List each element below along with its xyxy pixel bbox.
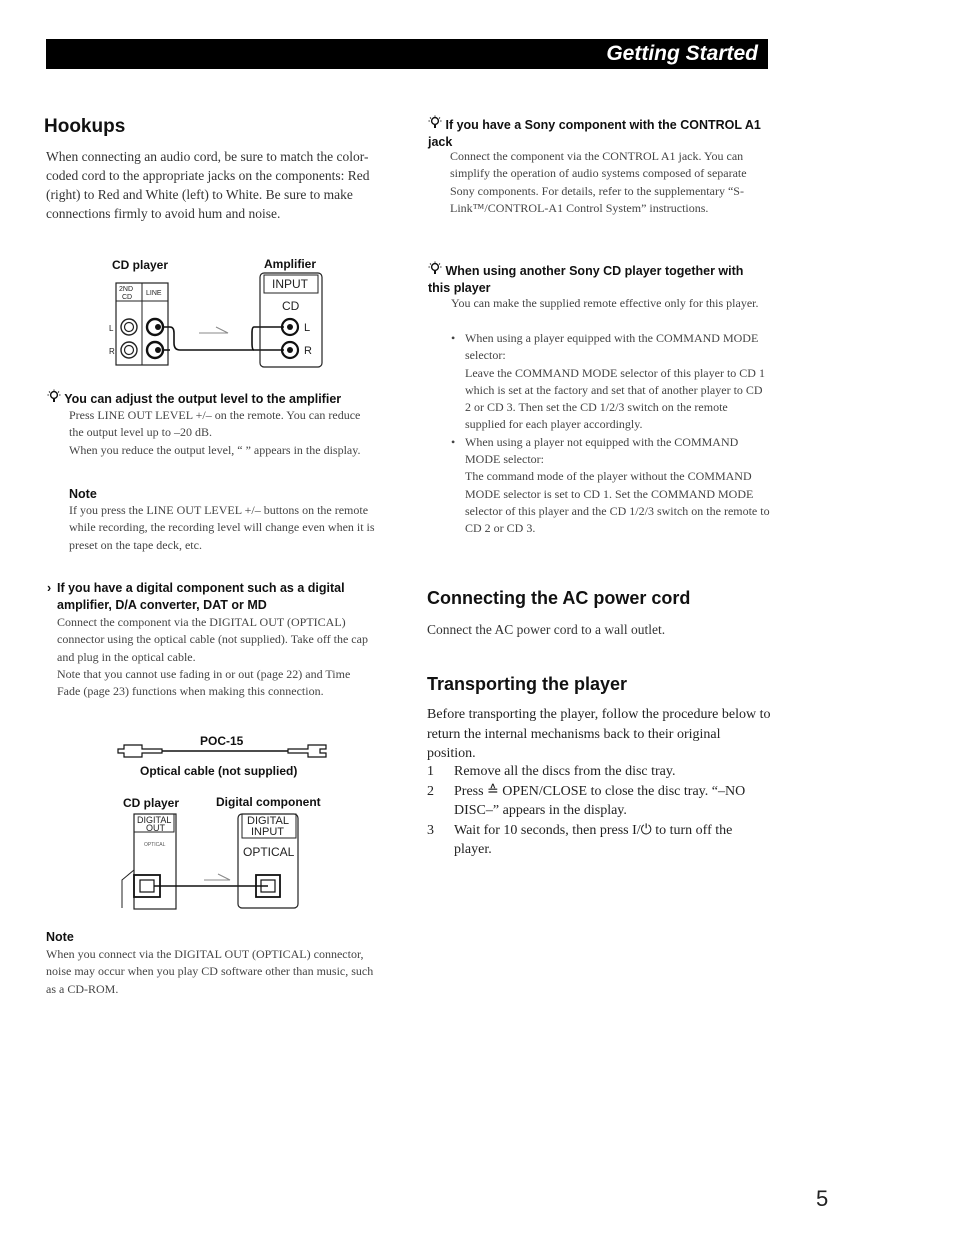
optical-connection-diagram (108, 730, 338, 912)
tip-control-a1-text: Connect the component via the CONTROL A1 jack. You can simplify the operation of audio systems composed of separate Sony components. For details, refer to the supplementary “S-Link™/CONTROL-A1 Control System” instructions. (450, 149, 747, 215)
note1-heading: Note (69, 487, 97, 501)
tip-output-level-text2: When you reduce the output level, “ ” appears in the display. (69, 443, 361, 457)
command-mode-list (449, 330, 771, 538)
diagram-r-label: R (304, 345, 312, 357)
transport-steps (427, 762, 772, 860)
diagram2-cd-player-label: CD player (123, 796, 180, 810)
note2-text: When you connect via the DIGITAL OUT (OPTICAL) connector, noise may occur when you play CD software other than music, such as a CD-ROM. (46, 947, 374, 996)
diagram-amplifier-label: Amplifier (264, 257, 317, 271)
svg-text:CD: CD (122, 294, 133, 301)
diagram2-digital-component-label: Digital component (216, 795, 321, 809)
svg-text:INPUT: INPUT (251, 826, 284, 838)
ac-power-text: Connect the AC power cord to a wall outlet. (427, 622, 666, 637)
transport-heading: Transporting the player (427, 674, 628, 694)
diagram-optical-small: OPTICAL (144, 842, 166, 848)
digital-component-heading: › If you have a digital component such as a digital amplifier, D/A converter, DAT or MD (47, 581, 345, 612)
list-item: 3 Wait for 10 seconds, then press I/⏻ to turn off the player. (427, 822, 733, 857)
diagram-cable-model: POC-15 (200, 734, 244, 748)
svg-text:2ND: 2ND (119, 286, 134, 293)
diagram-line-label: LINE (146, 290, 162, 297)
hookups-intro: When connecting an audio cord, be sure to match the color-coded cord to the appropriate jacks on the components: Red (right) to Red and White (left) to White. Be sure to make connections firmly to avoid hum and noise. (46, 149, 370, 221)
svg-text:OUT: OUT (146, 823, 165, 833)
analog-connection-diagram (104, 253, 336, 373)
tip-another-cd-intro: You can make the supplied remote effective only for this player. (451, 296, 759, 310)
digital-component-text1: Connect the component via the DIGITAL OUT (OPTICAL) connector using the optical cable (not supplied). Take off the cap and plug in the optical cable. (57, 615, 368, 664)
diagram-input-label: INPUT (272, 277, 308, 291)
note2-heading: Note (46, 930, 74, 944)
list-item: • When using a player equipped with the COMMAND MODE selector: Leave the COMMAND MODE selector of this player to CD 1 which is set at the factory and set that of another player to CD 2 or CD 3. Then set the CD 1/2/3 switch on the remote supplied for each player accordingly. (449, 330, 771, 434)
note1-text: If you press the LINE OUT LEVEL +/– buttons on the remote while recording, the recording level will change even when it is preset on the tape deck, etc. (69, 503, 375, 552)
svg-text:DIGITAL: DIGITAL (247, 815, 289, 827)
transport-intro: Before transporting the player, follow the procedure below to return the internal mechanisms back to their original position. (427, 707, 771, 761)
tip-bulb-icon (428, 115, 442, 131)
ac-power-heading: Connecting the AC power cord (427, 588, 691, 608)
tip-control-a1-heading: If you have a Sony component with the CONTROL A1 jack (428, 115, 768, 151)
tip-output-level-heading: You can adjust the output level to the amplifier (47, 389, 377, 408)
page-number: 5 (816, 1186, 829, 1211)
tip-bulb-icon (428, 261, 442, 277)
list-item: • When using a player not equipped with the COMMAND MODE selector: The command mode of the player without the COMMAND MODE selector is set to CD 1. Set the COMMAND MODE selector of this player and the CD 1/2/3 switch on the remote to CD 2 or CD 3. (449, 434, 771, 538)
diagram-cd-player-label: CD player (112, 258, 169, 272)
diagram-optical-label: OPTICAL (243, 845, 295, 859)
tip-bulb-icon (47, 389, 61, 405)
svg-text:L: L (109, 324, 114, 333)
hookups-heading: Hookups (44, 116, 126, 137)
tip-another-cd-heading: When using another Sony CD player together with this player (428, 261, 768, 297)
diagram-cable-caption: Optical cable (not supplied) (140, 764, 298, 778)
svg-text:DIGITAL: DIGITAL (137, 815, 172, 825)
digital-component-text2: Note that you cannot use fading in or out (page 22) and Time Fade (page 23) functions when making this connection. (57, 667, 351, 699)
list-item: 2 Press ≙ OPEN/CLOSE to close the disc tray. “–NO DISC–” appears in the display. (427, 783, 746, 818)
svg-text:R: R (109, 347, 115, 356)
diagram-cd-label: CD (282, 299, 300, 313)
tip-output-level-text1: Press LINE OUT LEVEL +/– on the remote. You can reduce the output level up to –20 dB. (69, 408, 361, 440)
page-header-title: Getting Started (606, 42, 758, 65)
list-item: 1 Remove all the discs from the disc tray. (427, 764, 676, 779)
header-bar (46, 39, 768, 69)
diagram-l-label: L (304, 322, 311, 334)
